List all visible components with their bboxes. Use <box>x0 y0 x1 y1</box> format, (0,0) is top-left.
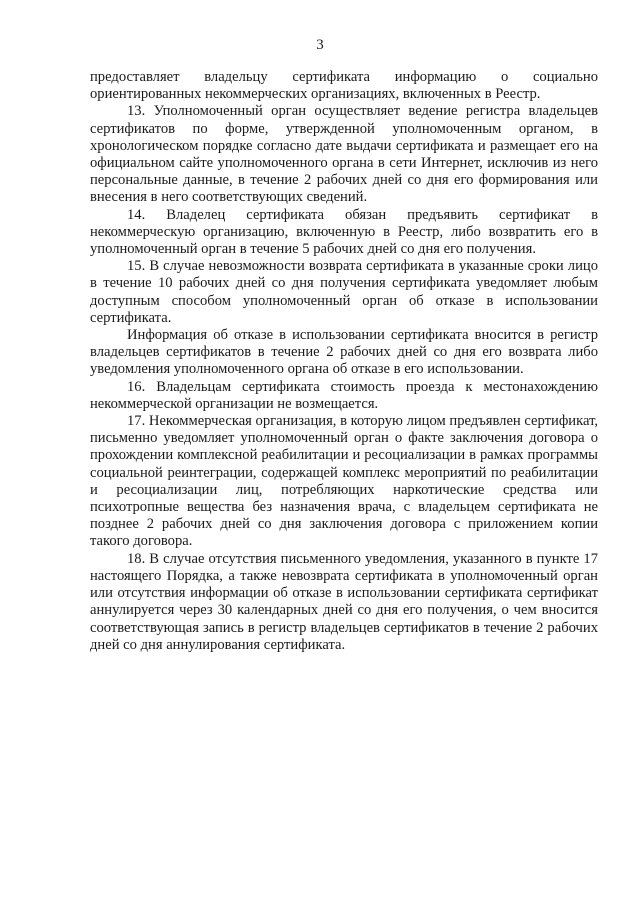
paragraph: 15. В случае невозможности возврата сертификата в указанные сроки лицо в течение 10 рабочих дней со дня получения сертификата уведомляет любым доступным способом уполномоченный орган об отказе в использовании сертификата. <box>90 258 598 326</box>
paragraph: 13. Уполномоченный орган осуществляет ведение регистра владельцев сертификатов по форме, утвержденной уполномоченным органом, в хронологическом порядке согласно дате выдачи сертификата и размещает его на официальном сайте уполномоченного органа в сети Интернет, исключив из него персональные данные, в течение 2 рабочих дней со дня его формирования или внесения в него соответствующих сведений. <box>90 103 598 206</box>
page-number: 3 <box>316 37 324 53</box>
paragraph: 16. Владельцам сертификата стоимость проезда к местонахождению некоммерческой организации не возмещается. <box>90 378 598 412</box>
paragraph: 18. В случае отсутствия письменного уведомления, указанного в пункте 17 настоящего Порядка, а также невозврата сертификата в уполномоченный орган или отсутствия информации об отказе в использовании сертификата сертификат аннулируется через 30 календарных дней со дня его получения, о чем вносится соответствующая запись в регистр владельцев сертификатов в течение 2 рабочих дней со дня аннулирования сертификата. <box>90 550 598 653</box>
paragraph: предоставляет владельцу сертификата информацию о социально ориентированных некоммерческих организациях, включенных в Реестр. <box>90 69 598 103</box>
paragraph: 17. Некоммерческая организация, в которую лицом предъявлен сертификат, письменно уведомляет уполномоченный орган о факте заключения договора о прохождении комплексной реабилитации и ресоциализации в рамках программы социальной реинтеграции, содержащей комплекс мероприятий по реабилитации и ресоциализации лиц, потребляющих наркотические средства или психотропные вещества без назначения врача, с владельцем сертификата не позднее 2 рабочих дней со дня заключения договора с приложением копии такого договора. <box>90 413 598 550</box>
paragraph: 14. Владелец сертификата обязан предъявить сертификат в некоммерческую организацию, включенную в Реестр, либо возвратить его в уполномоченный орган в течение 5 рабочих дней со дня его получения. <box>90 206 598 258</box>
document-body <box>90 69 598 654</box>
paragraph: Информация об отказе в использовании сертификата вносится в регистр владельцев сертификатов в течение 2 рабочих дней со дня его возврата либо уведомления уполномоченного органа об отказе в его использовании. <box>90 327 598 378</box>
